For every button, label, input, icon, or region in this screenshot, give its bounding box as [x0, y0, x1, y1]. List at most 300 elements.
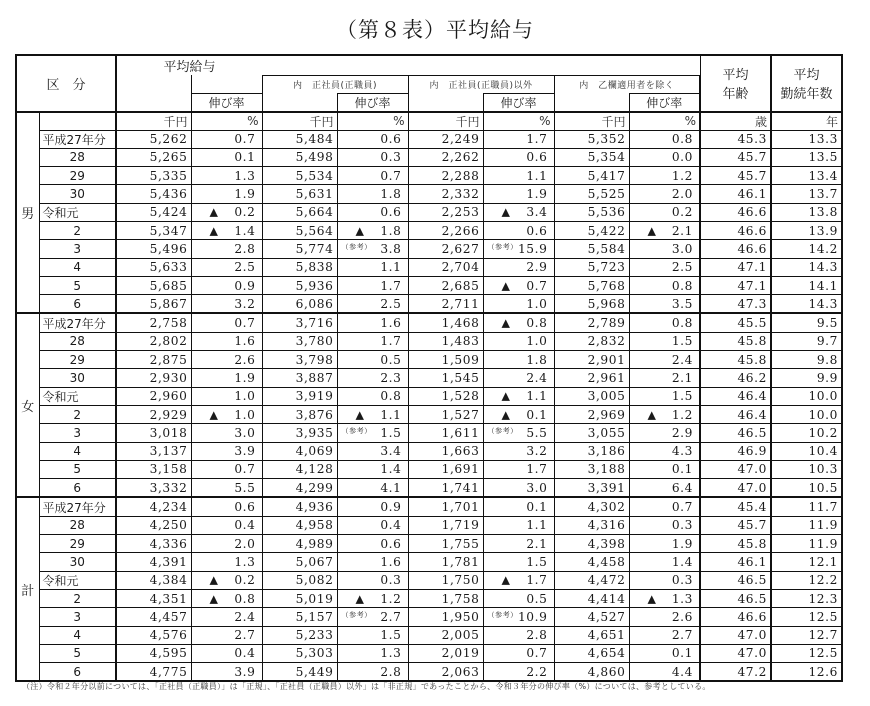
year-label: 6: [39, 663, 116, 682]
nonreg-amount: 2,253: [408, 203, 483, 221]
table-row: [16, 608, 842, 626]
reg-amount: 5,534: [262, 167, 337, 185]
reg-growth: 0.7: [337, 167, 408, 185]
unit-amount: 千円: [262, 112, 337, 131]
reg-amount: 5,936: [262, 276, 337, 294]
excl-growth: 1.2: [629, 167, 700, 185]
reg-amount: 3,798: [262, 351, 337, 369]
reg-growth: 1.8: [337, 185, 408, 203]
nonreg-amount: 1,509: [408, 351, 483, 369]
avg-growth: 0.4: [191, 644, 262, 662]
avg-tenure: 13.9: [771, 221, 842, 239]
nonreg-growth: ▲ 0.1: [483, 405, 554, 423]
reg-amount: 5,019: [262, 589, 337, 607]
avg-tenure: 10.3: [771, 460, 842, 478]
excl-amount: 4,472: [554, 571, 629, 589]
avg-tenure: 14.3: [771, 258, 842, 276]
nonreg-amount: 1,701: [408, 497, 483, 516]
avg-amount: 5,436: [116, 185, 191, 203]
table-row: [16, 221, 842, 239]
excl-growth: 0.3: [629, 516, 700, 534]
table-row: [16, 553, 842, 571]
reg-amount: 4,989: [262, 535, 337, 553]
negative-marker-icon: ▲: [647, 224, 657, 238]
avg-age: 47.0: [700, 644, 771, 662]
excl-growth: 1.5: [629, 332, 700, 350]
header-regular-growth: 伸び率: [337, 93, 408, 112]
year-label: 令和元: [39, 571, 116, 589]
reg-growth: 0.6: [337, 535, 408, 553]
reference-marker: （参考）: [341, 611, 372, 620]
nonreg-growth: 1.9: [483, 185, 554, 203]
avg-growth: 0.7: [191, 313, 262, 332]
nonreg-amount: 2,704: [408, 258, 483, 276]
avg-growth: 2.4: [191, 608, 262, 626]
footnote: （注）令和２年分以前については、「正社員（正職員）」は「正規」、「正社員（正職員）以外」は「非正規」であったことから、令和３年分の伸び率（%）については、参考としている。: [22, 682, 711, 691]
reg-amount: 5,233: [262, 626, 337, 644]
nonreg-amount: 2,332: [408, 185, 483, 203]
table-row: [16, 460, 842, 478]
year-label: 2: [39, 589, 116, 607]
excl-amount: 2,832: [554, 332, 629, 350]
avg-growth: 5.5: [191, 479, 262, 498]
avg-amount: 4,336: [116, 535, 191, 553]
avg-age: 45.8: [700, 351, 771, 369]
excl-amount: 5,723: [554, 258, 629, 276]
nonreg-growth: 1.7: [483, 460, 554, 478]
nonreg-growth: 2.4: [483, 369, 554, 387]
reg-growth: 2.5: [337, 295, 408, 314]
nonreg-growth: 0.6: [483, 148, 554, 166]
excl-amount: 4,458: [554, 553, 629, 571]
excl-growth: 0.3: [629, 571, 700, 589]
avg-age: 46.6: [700, 221, 771, 239]
reference-marker: （参考）: [341, 427, 372, 436]
nonreg-growth: ▲ 0.7: [483, 276, 554, 294]
table-row: [16, 148, 842, 166]
table-row: [16, 203, 842, 221]
excl-amount: 3,391: [554, 479, 629, 498]
excl-growth: ▲ 1.2: [629, 405, 700, 423]
reg-amount: 5,564: [262, 221, 337, 239]
nonreg-growth: 2.2: [483, 663, 554, 682]
excl-growth: ▲ 2.1: [629, 221, 700, 239]
excl-amount: 4,316: [554, 516, 629, 534]
avg-age: 45.8: [700, 332, 771, 350]
excl-growth: 2.1: [629, 369, 700, 387]
reg-growth: 1.7: [337, 276, 408, 294]
avg-tenure: 12.1: [771, 553, 842, 571]
reg-amount: 3,919: [262, 387, 337, 405]
avg-amount: 3,158: [116, 460, 191, 478]
excl-amount: 4,651: [554, 626, 629, 644]
avg-tenure: 12.5: [771, 608, 842, 626]
avg-tenure: 10.5: [771, 479, 842, 498]
nonreg-amount: 1,719: [408, 516, 483, 534]
avg-age: 47.1: [700, 276, 771, 294]
reg-amount: 3,876: [262, 405, 337, 423]
reg-growth: 1.3: [337, 644, 408, 662]
year-label: 平成27年分: [39, 313, 116, 332]
avg-tenure: 9.9: [771, 369, 842, 387]
units-row: [16, 112, 842, 131]
avg-tenure: 14.1: [771, 276, 842, 294]
avg-amount: 5,633: [116, 258, 191, 276]
avg-amount: 5,685: [116, 276, 191, 294]
avg-amount: 3,018: [116, 424, 191, 442]
nonreg-amount: 2,249: [408, 130, 483, 148]
avg-growth: 0.6: [191, 497, 262, 516]
nonreg-growth: 0.1: [483, 497, 554, 516]
reg-growth: ▲ 1.1: [337, 405, 408, 423]
reg-growth: 2.8: [337, 663, 408, 682]
nonreg-growth: 1.1: [483, 167, 554, 185]
avg-amount: 5,424: [116, 203, 191, 221]
year-label: 28: [39, 516, 116, 534]
excl-amount: 4,860: [554, 663, 629, 682]
avg-tenure: 12.5: [771, 644, 842, 662]
avg-growth: ▲ 0.2: [191, 571, 262, 589]
header-category: 区 分: [16, 55, 116, 112]
reg-amount: 3,780: [262, 332, 337, 350]
negative-marker-icon: ▲: [647, 408, 657, 422]
year-label: 6: [39, 295, 116, 314]
unit-percent: %: [337, 112, 408, 131]
excl-amount: 3,055: [554, 424, 629, 442]
header-excl-otsu: 内 乙欄適用者を除く: [554, 75, 700, 93]
excl-growth: 2.9: [629, 424, 700, 442]
nonreg-amount: 2,019: [408, 644, 483, 662]
nonreg-amount: 2,266: [408, 221, 483, 239]
reg-amount: 4,936: [262, 497, 337, 516]
table-row: [16, 535, 842, 553]
avg-tenure: 13.3: [771, 130, 842, 148]
section-label: 女: [16, 313, 39, 497]
reg-growth: 1.7: [337, 332, 408, 350]
nonreg-amount: 1,663: [408, 442, 483, 460]
avg-amount: 2,930: [116, 369, 191, 387]
excl-growth: 2.5: [629, 258, 700, 276]
table-row: [16, 295, 842, 314]
reg-amount: 3,716: [262, 313, 337, 332]
nonreg-growth: 3.2: [483, 442, 554, 460]
year-label: 3: [39, 240, 116, 258]
nonreg-growth: 0.7: [483, 644, 554, 662]
avg-tenure: 13.5: [771, 148, 842, 166]
nonreg-growth: 2.8: [483, 626, 554, 644]
avg-amount: 4,250: [116, 516, 191, 534]
avg-amount: 5,265: [116, 148, 191, 166]
year-label: 30: [39, 369, 116, 387]
avg-age: 46.6: [700, 203, 771, 221]
reference-marker: （参考）: [487, 427, 518, 436]
unit-tenure: 年: [771, 112, 842, 131]
reg-growth: 0.8: [337, 387, 408, 405]
reg-growth: （参考） 2.7: [337, 608, 408, 626]
section-label: 男: [16, 112, 39, 314]
excl-amount: 5,354: [554, 148, 629, 166]
nonreg-growth: （参考） 5.5: [483, 424, 554, 442]
excl-amount: 2,789: [554, 313, 629, 332]
unit-percent: %: [483, 112, 554, 131]
table-row: [16, 405, 842, 423]
excl-amount: 2,969: [554, 405, 629, 423]
avg-amount: 4,775: [116, 663, 191, 682]
reg-growth: （参考） 3.8: [337, 240, 408, 258]
avg-growth: ▲ 0.2: [191, 203, 262, 221]
avg-growth: 0.7: [191, 460, 262, 478]
reference-marker: （参考）: [341, 243, 372, 252]
year-label: 29: [39, 351, 116, 369]
avg-age: 47.0: [700, 460, 771, 478]
year-label: 5: [39, 460, 116, 478]
excl-growth: 1.5: [629, 387, 700, 405]
reg-amount: 5,484: [262, 130, 337, 148]
nonreg-amount: 1,781: [408, 553, 483, 571]
year-label: 28: [39, 332, 116, 350]
header-non-regular-growth: 伸び率: [483, 93, 554, 112]
reg-amount: 5,157: [262, 608, 337, 626]
negative-marker-icon: ▲: [501, 389, 511, 403]
unit-amount: 千円: [554, 112, 629, 131]
excl-growth: 1.9: [629, 535, 700, 553]
reg-amount: 5,664: [262, 203, 337, 221]
avg-growth: 1.0: [191, 387, 262, 405]
avg-tenure: 14.2: [771, 240, 842, 258]
negative-marker-icon: ▲: [501, 573, 511, 587]
avg-age: 46.6: [700, 240, 771, 258]
year-label: 2: [39, 405, 116, 423]
avg-growth: 2.6: [191, 351, 262, 369]
avg-growth: 0.4: [191, 516, 262, 534]
nonreg-growth: 1.8: [483, 351, 554, 369]
table-row: [16, 589, 842, 607]
avg-growth: 3.9: [191, 442, 262, 460]
avg-tenure: 11.9: [771, 516, 842, 534]
table-row: [16, 479, 842, 498]
avg-amount: 5,335: [116, 167, 191, 185]
reg-amount: 5,498: [262, 148, 337, 166]
avg-amount: 4,595: [116, 644, 191, 662]
excl-amount: 2,961: [554, 369, 629, 387]
reg-growth: 1.6: [337, 313, 408, 332]
avg-age: 45.7: [700, 148, 771, 166]
nonreg-amount: 1,468: [408, 313, 483, 332]
avg-amount: 4,576: [116, 626, 191, 644]
table-row: [16, 276, 842, 294]
excl-growth: ▲ 1.3: [629, 589, 700, 607]
avg-amount: 3,332: [116, 479, 191, 498]
excl-growth: 3.0: [629, 240, 700, 258]
avg-tenure: 10.4: [771, 442, 842, 460]
excl-amount: 5,525: [554, 185, 629, 203]
nonreg-amount: 1,691: [408, 460, 483, 478]
avg-tenure: 13.8: [771, 203, 842, 221]
unit-age: 歳: [700, 112, 771, 131]
excl-amount: 3,005: [554, 387, 629, 405]
excl-growth: 0.1: [629, 644, 700, 662]
table-row: [16, 369, 842, 387]
avg-age: 47.1: [700, 258, 771, 276]
negative-marker-icon: ▲: [209, 224, 219, 238]
avg-growth: 0.9: [191, 276, 262, 294]
excl-growth: 2.4: [629, 351, 700, 369]
excl-amount: 4,302: [554, 497, 629, 516]
excl-amount: 3,186: [554, 442, 629, 460]
avg-amount: 4,457: [116, 608, 191, 626]
negative-marker-icon: ▲: [355, 224, 365, 238]
negative-marker-icon: ▲: [209, 592, 219, 606]
year-label: 6: [39, 479, 116, 498]
avg-age: 46.1: [700, 553, 771, 571]
avg-growth: 2.8: [191, 240, 262, 258]
table-header: [16, 55, 842, 112]
nonreg-growth: 1.5: [483, 553, 554, 571]
nonreg-amount: 1,527: [408, 405, 483, 423]
table-row: [16, 424, 842, 442]
header-avg-growth: 伸び率: [191, 93, 262, 112]
avg-tenure: 9.7: [771, 332, 842, 350]
nonreg-amount: 2,627: [408, 240, 483, 258]
header-avg-tenure: 平均 勤続年数: [771, 55, 842, 112]
avg-age: 46.4: [700, 387, 771, 405]
year-label: 2: [39, 221, 116, 239]
excl-growth: 0.7: [629, 497, 700, 516]
avg-age: 46.6: [700, 608, 771, 626]
avg-growth: 3.9: [191, 663, 262, 682]
excl-growth: 3.5: [629, 295, 700, 314]
avg-age: 46.5: [700, 571, 771, 589]
excl-growth: 0.1: [629, 460, 700, 478]
avg-amount: 3,137: [116, 442, 191, 460]
table-body: [16, 112, 842, 682]
excl-growth: 6.4: [629, 479, 700, 498]
avg-amount: 5,867: [116, 295, 191, 314]
avg-growth: 3.2: [191, 295, 262, 314]
avg-growth: 0.1: [191, 148, 262, 166]
avg-age: 46.5: [700, 589, 771, 607]
reg-growth: 3.4: [337, 442, 408, 460]
avg-tenure: 9.5: [771, 313, 842, 332]
nonreg-growth: ▲ 1.1: [483, 387, 554, 405]
table-row: [16, 167, 842, 185]
avg-age: 45.3: [700, 130, 771, 148]
reg-amount: 4,069: [262, 442, 337, 460]
avg-tenure: 12.7: [771, 626, 842, 644]
nonreg-amount: 1,741: [408, 479, 483, 498]
avg-amount: 2,758: [116, 313, 191, 332]
avg-amount: 2,875: [116, 351, 191, 369]
excl-amount: 5,968: [554, 295, 629, 314]
avg-tenure: 11.7: [771, 497, 842, 516]
header-avg-age: 平均 年齢: [700, 55, 771, 112]
avg-growth: 1.9: [191, 369, 262, 387]
excl-growth: 0.2: [629, 203, 700, 221]
unit-percent: %: [629, 112, 700, 131]
year-label: 30: [39, 185, 116, 203]
table-row: [16, 185, 842, 203]
avg-age: 47.2: [700, 663, 771, 682]
table-row: [16, 351, 842, 369]
avg-age: 46.5: [700, 424, 771, 442]
reg-growth: 4.1: [337, 479, 408, 498]
reg-amount: 3,935: [262, 424, 337, 442]
year-label: 令和元: [39, 203, 116, 221]
excl-growth: 4.3: [629, 442, 700, 460]
avg-tenure: 12.2: [771, 571, 842, 589]
year-label: 28: [39, 148, 116, 166]
nonreg-amount: 2,711: [408, 295, 483, 314]
excl-amount: 5,352: [554, 130, 629, 148]
page-title: （第８表）平均給与: [336, 18, 534, 42]
avg-growth: 2.7: [191, 626, 262, 644]
reg-amount: 5,303: [262, 644, 337, 662]
year-label: 3: [39, 608, 116, 626]
reg-growth: 0.5: [337, 351, 408, 369]
avg-amount: 4,384: [116, 571, 191, 589]
nonreg-amount: 2,063: [408, 663, 483, 682]
reg-amount: 5,082: [262, 571, 337, 589]
header-excl-growth: 伸び率: [629, 93, 700, 112]
avg-tenure: 12.3: [771, 589, 842, 607]
nonreg-growth: 2.1: [483, 535, 554, 553]
avg-tenure: 11.9: [771, 535, 842, 553]
year-label: 平成27年分: [39, 497, 116, 516]
avg-growth: 0.7: [191, 130, 262, 148]
negative-marker-icon: ▲: [355, 408, 365, 422]
nonreg-amount: 2,288: [408, 167, 483, 185]
avg-tenure: 9.8: [771, 351, 842, 369]
nonreg-growth: 1.7: [483, 130, 554, 148]
excl-growth: 0.8: [629, 130, 700, 148]
table-row: [16, 442, 842, 460]
reg-amount: 4,958: [262, 516, 337, 534]
year-label: 3: [39, 424, 116, 442]
reg-growth: （参考） 1.5: [337, 424, 408, 442]
excl-amount: 4,398: [554, 535, 629, 553]
nonreg-amount: 1,758: [408, 589, 483, 607]
avg-amount: 2,929: [116, 405, 191, 423]
reg-amount: 4,299: [262, 479, 337, 498]
nonreg-amount: 2,685: [408, 276, 483, 294]
nonreg-amount: 1,545: [408, 369, 483, 387]
nonreg-growth: ▲ 3.4: [483, 203, 554, 221]
excl-growth: 0.0: [629, 148, 700, 166]
header-regular: 内 正社員(正職員): [262, 75, 408, 93]
reference-marker: （参考）: [487, 243, 518, 252]
table-row: [16, 644, 842, 662]
nonreg-growth: 3.0: [483, 479, 554, 498]
excl-amount: 2,901: [554, 351, 629, 369]
negative-marker-icon: ▲: [647, 592, 657, 606]
avg-tenure: 10.2: [771, 424, 842, 442]
avg-age: 45.7: [700, 167, 771, 185]
avg-growth: 2.0: [191, 535, 262, 553]
table-row: [16, 240, 842, 258]
avg-age: 46.9: [700, 442, 771, 460]
avg-growth: 1.3: [191, 553, 262, 571]
avg-growth: ▲ 0.8: [191, 589, 262, 607]
nonreg-amount: 2,005: [408, 626, 483, 644]
negative-marker-icon: ▲: [501, 205, 511, 219]
negative-marker-icon: ▲: [355, 592, 365, 606]
avg-age: 47.0: [700, 626, 771, 644]
avg-tenure: 10.0: [771, 387, 842, 405]
nonreg-amount: 1,950: [408, 608, 483, 626]
avg-amount: 5,262: [116, 130, 191, 148]
unit-percent: %: [191, 112, 262, 131]
reg-growth: 2.3: [337, 369, 408, 387]
